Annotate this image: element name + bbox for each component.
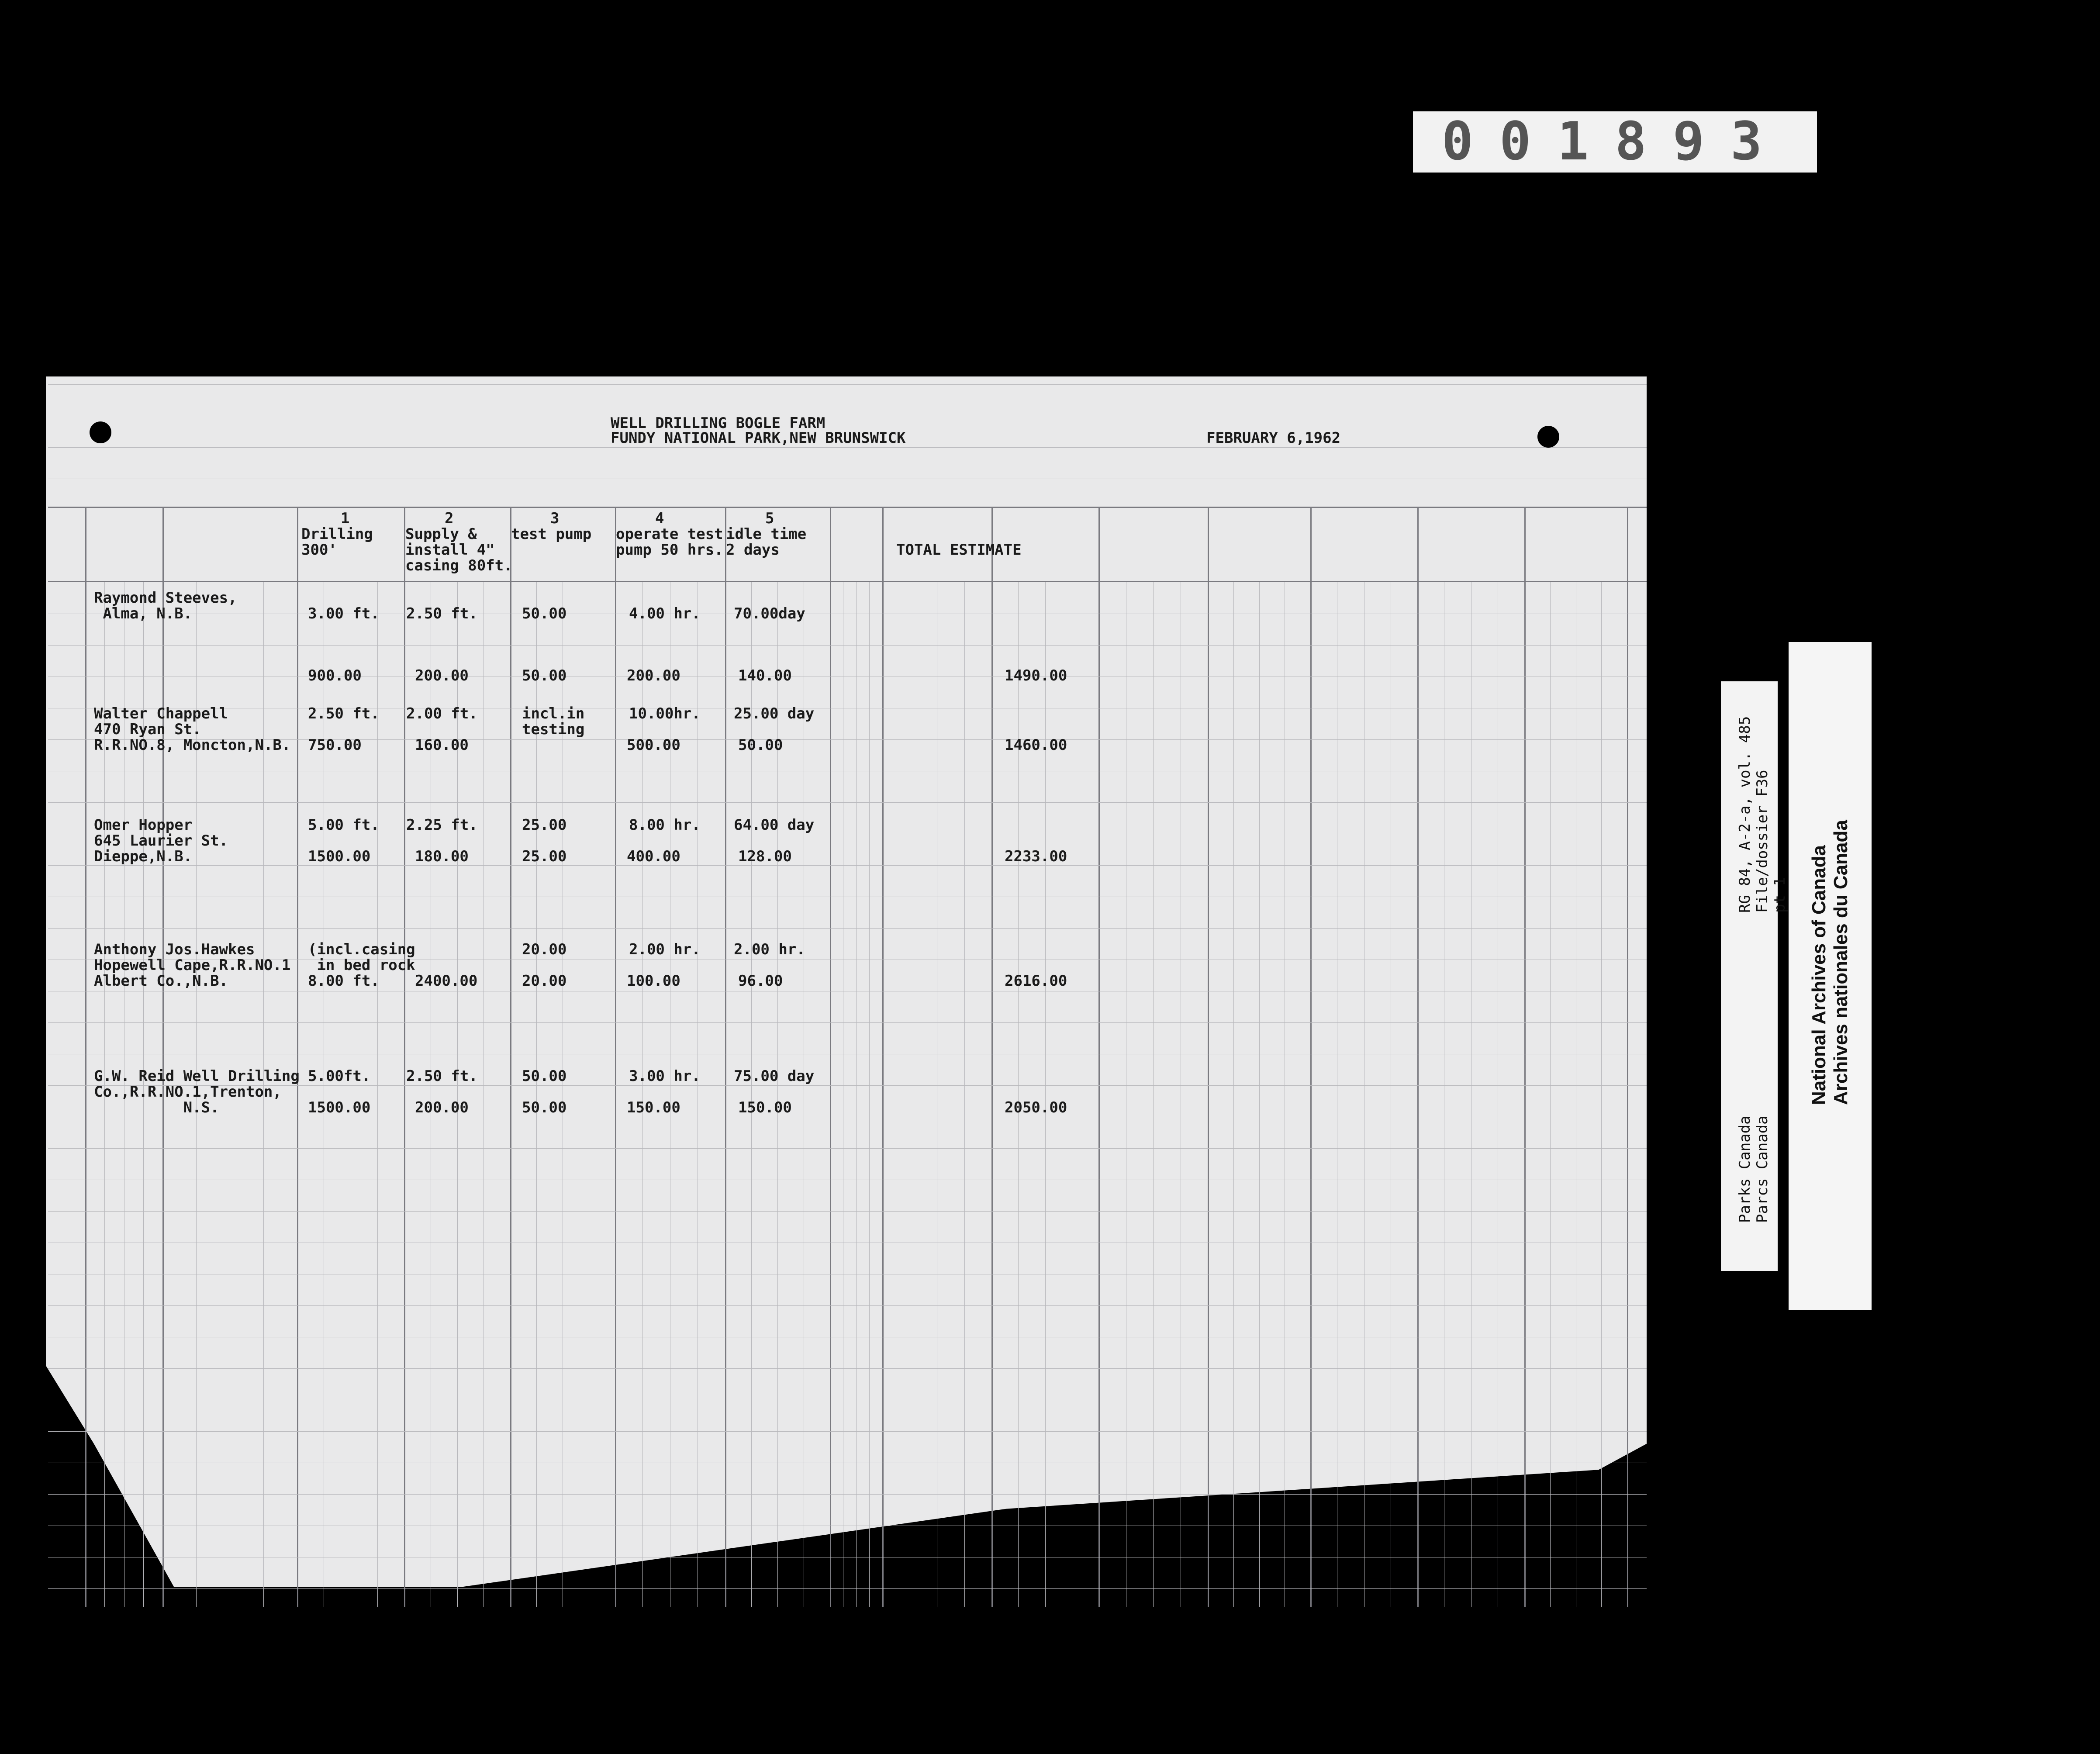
punch-hole-left	[90, 421, 111, 443]
grid-minor-column-rule	[964, 581, 965, 1607]
grid-column-rule	[510, 507, 511, 1607]
grid-column-rule	[991, 507, 993, 1607]
rate-cell: 3.00 ft.	[308, 605, 380, 622]
grid-row-rule	[48, 1494, 1647, 1495]
grid-minor-column-rule	[1233, 581, 1234, 1607]
grid-column-rule	[1098, 507, 1100, 1607]
grid-header-bottom-rule	[48, 581, 1647, 582]
bidder-name-line: N.S.	[94, 1099, 219, 1116]
grid-column-rule	[1310, 507, 1312, 1607]
amount-cell: 150.00	[738, 1099, 792, 1116]
rate-cell: 25.00	[522, 816, 567, 834]
grid-minor-column-rule	[751, 581, 752, 1607]
amount-cell: 200.00	[415, 1099, 469, 1116]
amount-cell: 200.00	[627, 667, 680, 684]
total-estimate-cell: 2050.00	[1005, 1099, 1067, 1116]
amount-cell: 150.00	[627, 1099, 680, 1116]
amount-cell: 96.00	[738, 972, 783, 990]
rate-cell: 10.00hr.	[629, 705, 701, 722]
rate-cell: 2.50 ft.	[308, 705, 380, 722]
grid-column-rule	[1417, 507, 1419, 1607]
rate-cell: 50.00	[522, 1067, 567, 1085]
grid-row-rule	[48, 1305, 1647, 1306]
grid-minor-column-rule	[1601, 581, 1602, 1607]
amount-cell: 160.00	[415, 736, 469, 754]
column-header-line: install 4"	[405, 541, 495, 559]
amount-cell: 50.00	[522, 1099, 567, 1116]
grid-column-rule	[162, 507, 164, 1607]
frame-number: 001893	[1413, 111, 1817, 173]
grid-row-rule	[48, 1588, 1647, 1589]
grid-minor-column-rule	[1550, 581, 1551, 1607]
bidder-name-line: Co.,R.R.NO.1,Trenton,	[94, 1083, 282, 1101]
rate-cell: 2.00 hr.	[629, 941, 701, 958]
parks-canada-fr: Parcs Canada	[1754, 1115, 1771, 1223]
rate-cell: 70.00day	[734, 605, 805, 622]
bidder-name-line: Raymond Steeves,	[94, 589, 237, 607]
column-header-line: 2 days	[726, 541, 780, 559]
column-header-line: Drilling	[301, 525, 373, 543]
total-estimate-cell: 1490.00	[1005, 667, 1067, 684]
grid-minor-column-rule	[1018, 581, 1019, 1607]
grid-minor-column-rule	[869, 581, 870, 1607]
column-number: 3	[550, 510, 560, 527]
column-number: 4	[655, 510, 664, 527]
grid-column-rule	[1208, 507, 1209, 1607]
amount-cell: 400.00	[627, 848, 680, 865]
grid-column-rule	[882, 507, 884, 1607]
column-header-line: idle time	[726, 525, 807, 543]
bidder-name-line: 645 Laurier St.	[94, 832, 228, 849]
amount-cell: 25.00	[522, 848, 567, 865]
rate-cell: 5.00ft.	[308, 1067, 371, 1085]
rate-cell: 20.00	[522, 941, 567, 958]
bidder-name-line: Hopewell Cape,R.R.NO.1	[94, 956, 291, 974]
total-estimate-cell: 2233.00	[1005, 848, 1067, 865]
amount-cell: 50.00	[738, 736, 783, 754]
rate-cell: 25.00 day	[734, 705, 815, 722]
total-estimate-cell: 2616.00	[1005, 972, 1067, 990]
grid-row-rule	[48, 802, 1647, 803]
grid-header-top-rule	[48, 507, 1647, 508]
bidder-name-line: Anthony Jos.Hawkes	[94, 941, 255, 958]
grid-row-rule	[48, 1022, 1647, 1023]
grid-row-rule	[48, 1211, 1647, 1212]
column-number: 1	[341, 510, 350, 527]
rate-cell: testing	[522, 721, 585, 738]
amount-cell: 100.00	[627, 972, 680, 990]
grid-row-rule	[48, 865, 1647, 866]
grid-minor-column-rule	[377, 581, 378, 1607]
rate-cell: 2.00 hr.	[734, 941, 805, 958]
rate-cell: 2.00 ft.	[406, 705, 478, 722]
rate-cell: 50.00	[522, 605, 567, 622]
column-header-line: casing 80ft.	[405, 557, 513, 574]
amount-cell: 128.00	[738, 848, 792, 865]
grid-minor-column-rule	[457, 581, 458, 1607]
amount-cell: 750.00	[308, 736, 362, 754]
amount-cell: 8.00 ft.	[308, 972, 380, 990]
grid-minor-column-rule	[777, 581, 778, 1607]
amount-cell: 900.00	[308, 667, 362, 684]
column-header-line: test pump	[511, 525, 592, 543]
punch-hole-right	[1537, 426, 1559, 448]
grid-column-rule	[615, 507, 616, 1607]
grid-minor-column-rule	[1153, 581, 1154, 1607]
grid-minor-column-rule	[856, 581, 857, 1607]
bidder-name-line: Dieppe,N.B.	[94, 848, 193, 865]
bidder-name-line: Alma, N.B.	[94, 605, 193, 622]
bidder-note-line: in bed rock	[308, 956, 415, 974]
rate-cell: 8.00 hr.	[629, 816, 701, 834]
bidder-name-line: G.W. Reid Well Drilling	[94, 1067, 300, 1085]
grid-row-rule	[48, 447, 1647, 448]
grid-minor-column-rule	[1045, 581, 1046, 1607]
amount-cell: 140.00	[738, 667, 792, 684]
grid-minor-column-rule	[642, 581, 643, 1607]
grid-row-rule	[48, 645, 1647, 646]
national-archives-fr: Archives nationales du Canada	[1830, 820, 1851, 1105]
bidder-name-line: Omer Hopper	[94, 816, 193, 834]
column-header-line: operate test	[616, 525, 723, 543]
grid-row-rule	[48, 384, 1647, 385]
rate-cell: 5.00 ft.	[308, 816, 380, 834]
amount-cell: 1500.00	[308, 1099, 371, 1116]
rate-cell: 64.00 day	[734, 816, 815, 834]
rate-cell: incl.in	[522, 705, 585, 722]
archive-ref-line2: File/dossier F36	[1754, 770, 1771, 913]
bidder-name-line: R.R.NO.8, Moncton,N.B.	[94, 736, 291, 754]
grid-column-rule	[297, 507, 298, 1607]
national-archives-en: National Archives of Canada	[1808, 845, 1830, 1105]
amount-cell: 500.00	[627, 736, 680, 754]
document-title: WELL DRILLING BOGLE FARM	[611, 414, 825, 432]
grid-column-rule	[85, 507, 86, 1607]
bidder-name-line: Walter Chappell	[94, 705, 228, 722]
grid-row-rule	[48, 1085, 1647, 1086]
rate-cell: 2.25 ft.	[406, 816, 478, 834]
grid-row-rule	[48, 1148, 1647, 1149]
grid-minor-column-rule	[1259, 581, 1260, 1607]
amount-cell: 20.00	[522, 972, 567, 990]
grid-column-rule	[1524, 507, 1526, 1607]
bidder-name-line: Albert Co.,N.B.	[94, 972, 228, 990]
column-header-line: Supply &	[405, 525, 477, 543]
rate-cell: 4.00 hr.	[629, 605, 701, 622]
amount-cell: 2400.00	[415, 972, 478, 990]
total-estimate-cell: 1460.00	[1005, 736, 1067, 754]
rate-cell: 2.50 ft.	[406, 605, 478, 622]
archive-ref-line3: pt 1	[1771, 877, 1789, 913]
ledger-sheet	[46, 376, 1647, 1678]
column-header-line: pump 50 hrs.	[616, 541, 723, 559]
amount-cell: 180.00	[415, 848, 469, 865]
grid-column-rule	[1627, 507, 1628, 1607]
amount-cell: 50.00	[522, 667, 567, 684]
column-number: 2	[445, 510, 454, 527]
amount-cell: 200.00	[415, 667, 469, 684]
column-header-line: 300'	[301, 541, 337, 559]
grid-column-rule	[725, 507, 726, 1607]
rate-cell: 2.50 ft.	[406, 1067, 478, 1085]
bidder-name-line: 470 Ryan St.	[94, 721, 201, 738]
grid-row-rule	[48, 1368, 1647, 1369]
grid-row-rule	[48, 1431, 1647, 1432]
column-number: 5	[765, 510, 774, 527]
amount-cell: 1500.00	[308, 848, 371, 865]
total-estimate-header: TOTAL ESTIMATE	[896, 541, 1022, 559]
document-subtitle: FUNDY NATIONAL PARK,NEW BRUNSWICK	[611, 429, 906, 447]
grid-column-rule	[830, 507, 831, 1607]
document-date: FEBRUARY 6,1962	[1206, 429, 1341, 447]
grid-row-rule	[48, 928, 1647, 929]
parks-canada-en: Parks Canada	[1736, 1115, 1754, 1223]
bidder-note-line: (incl.casing	[308, 941, 415, 958]
archive-ref-line1: RG 84, A-2-a, vol. 485	[1736, 716, 1754, 913]
rate-cell: 75.00 day	[734, 1067, 815, 1085]
rate-cell: 3.00 hr.	[629, 1067, 701, 1085]
grid-column-rule	[404, 507, 405, 1607]
